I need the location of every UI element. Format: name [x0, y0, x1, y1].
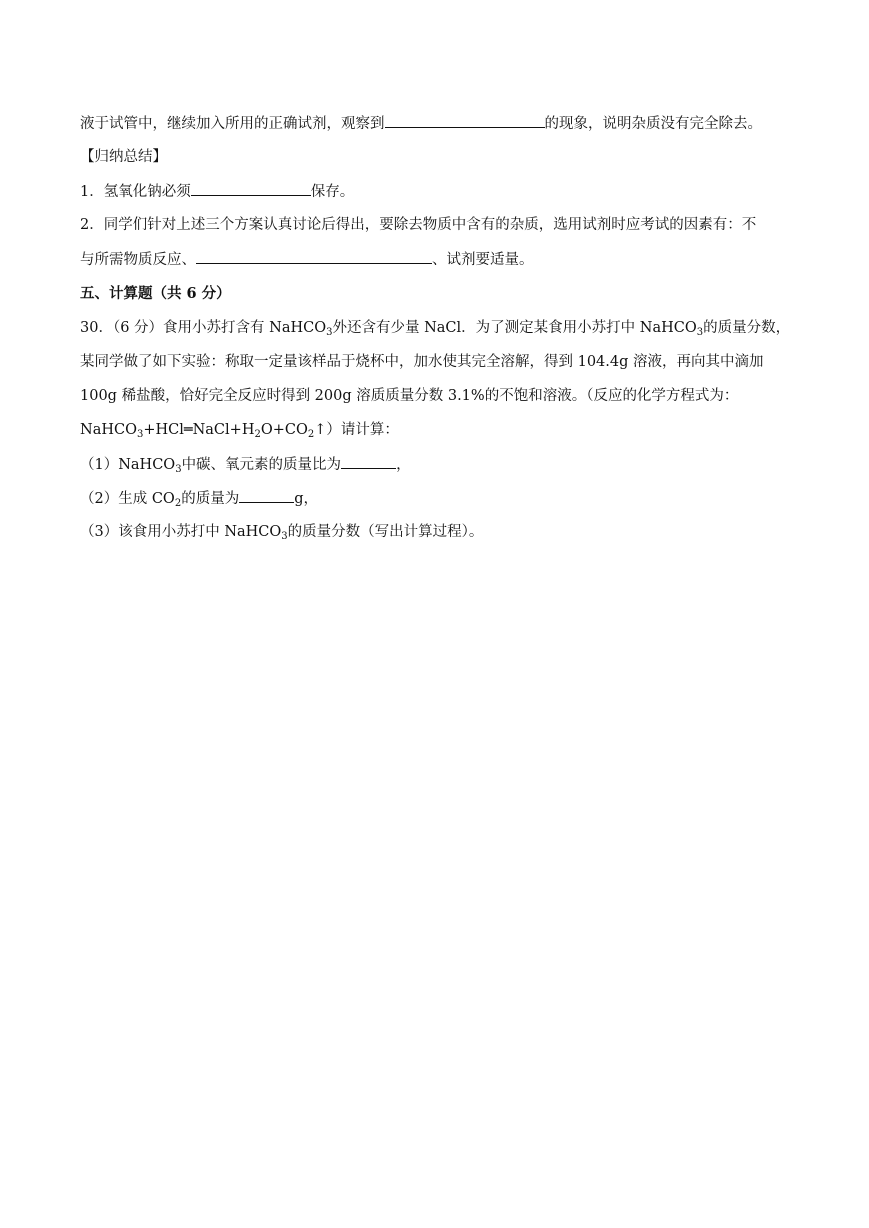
text: 30．（6 分）食用小苏打含有 NaHCO — [80, 320, 327, 336]
text: 的现象，说明杂质没有完全除去。 — [544, 116, 762, 132]
text: 外还含有少量 NaCl．为了测定某食用小苏打中 NaHCO — [332, 320, 697, 336]
subscript: 3 — [326, 327, 333, 338]
text: 1．氢氧化钠必须 — [80, 184, 191, 200]
text: 与所需物质反应、 — [80, 252, 196, 268]
summary-item-2 — [80, 215, 800, 235]
text: O+CO — [260, 422, 308, 438]
text: 2．同学们针对上述三个方案认真讨论后得出，要除去物质中含有的杂质，选用试剂时应考试的因素有：不 — [80, 217, 757, 233]
sub-question-2 — [80, 488, 800, 509]
summary-item-2-cont — [80, 249, 800, 270]
question-30-line-2 — [80, 352, 800, 372]
answer-blank[interactable] — [191, 181, 311, 196]
subscript: 3 — [696, 327, 704, 338]
subscript: 3 — [136, 429, 144, 440]
answer-blank[interactable] — [385, 113, 545, 128]
answer-blank[interactable] — [341, 454, 396, 469]
text: 的质量分数， — [703, 320, 791, 336]
subscript: 3 — [281, 531, 288, 542]
text: ↑）请计算： — [314, 422, 399, 438]
subscript: 2 — [174, 498, 182, 509]
text: 保存。 — [310, 184, 355, 200]
text: 中碳、氧元素的质量比为 — [181, 457, 342, 473]
section-heading — [80, 284, 800, 304]
text: 液于试管中，继续加入所用的正确试剂，观察到 — [80, 116, 385, 132]
subscript: 3 — [175, 464, 182, 475]
sub-question-3 — [80, 522, 800, 542]
continuation-line — [80, 113, 800, 134]
question-30-equation — [80, 420, 800, 440]
summary-heading — [80, 147, 800, 167]
text: 的质量分数（写出计算过程）。 — [287, 524, 484, 540]
subscript: 2 — [307, 429, 315, 440]
text: 某同学做了如下实验：称取一定量该样品于烧杯中，加水使其完全溶解，得到 104.4g 溶液，再向其中滴加 — [80, 354, 764, 370]
text: NaHCO — [80, 422, 137, 438]
text: ， — [396, 457, 411, 473]
answer-blank[interactable] — [196, 249, 432, 264]
summary-item-1 — [80, 181, 800, 202]
question-30-line-1 — [80, 318, 800, 338]
text: 的质量为 — [181, 491, 240, 507]
text: 100g 稀盐酸，恰好完全反应时得到 200g 溶质质量分数 3.1%的不饱和溶液。（反应的化学方程式为： — [80, 388, 739, 404]
text: （2）生成 CO — [80, 491, 175, 507]
question-30-line-3 — [80, 386, 800, 406]
text: g， — [294, 491, 318, 507]
subscript: 2 — [254, 429, 261, 440]
answer-blank[interactable] — [239, 488, 294, 503]
text: （3）该食用小苏打中 NaHCO — [80, 524, 282, 540]
sub-question-1 — [80, 454, 800, 475]
text: （1）NaHCO — [80, 457, 176, 473]
text: 、试剂要适量。 — [432, 252, 534, 268]
text: +HCl═NaCl+H — [143, 422, 255, 438]
heading-text: 【归纳总结】 — [80, 149, 167, 165]
section-title: 五、计算题（共 6 分） — [80, 285, 231, 302]
